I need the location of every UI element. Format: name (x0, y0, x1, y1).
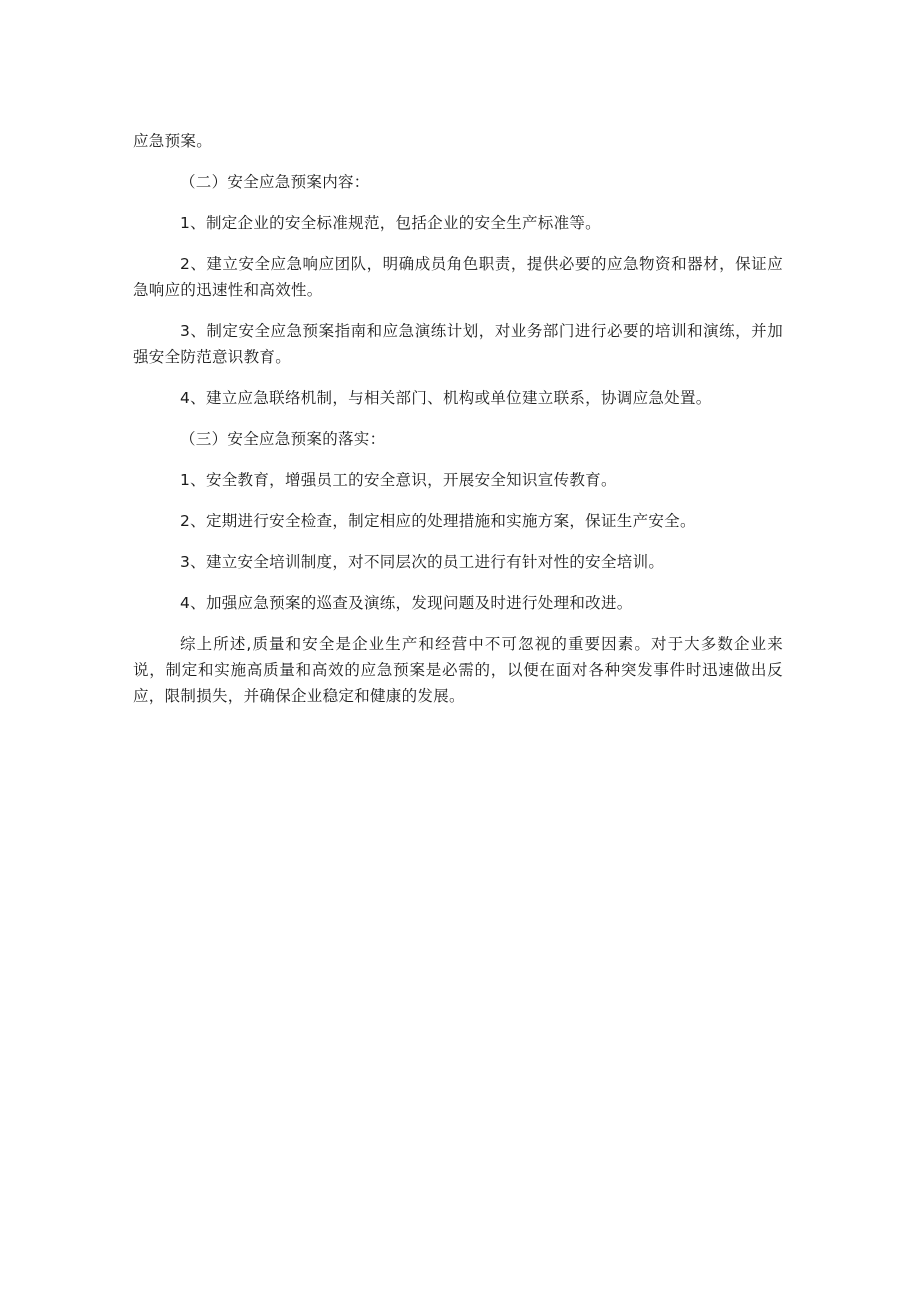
section-heading-contents: （二）安全应急预案内容： (180, 173, 370, 191)
list-item: 1、安全教育，增强员工的安全意识，开展安全知识宣传教育。 (180, 471, 617, 489)
list-item: 2、定期进行安全检查，制定相应的处理措施和实施方案，保证生产安全。 (180, 512, 696, 530)
summary-paragraph: 综上所述,质量和安全是企业生产和经营中不可忽视的重要因素。对于大多数企业来说，制定和实施高质量和高效的应急预案是必需的，以便在面对各种突发事件时迅速做出反应，限制损失，并确保企业稳定和健康的发展。 (133, 635, 783, 705)
list-item: 2、建立安全应急响应团队，明确成员角色职责，提供必要的应急物资和器材，保证应急响应的迅速性和高效性。 (133, 255, 783, 299)
list-item: 1、制定企业的安全标准规范，包括企业的安全生产标准等。 (180, 214, 601, 232)
list-item: 4、加强应急预案的巡查及演练，发现问题及时进行处理和改进。 (180, 594, 633, 612)
paragraph-continuation: 应急预案。 (133, 132, 213, 150)
list-item: 4、建立应急联络机制，与相关部门、机构或单位建立联系，协调应急处置。 (180, 389, 712, 407)
section-heading-implementation: （三）安全应急预案的落实： (180, 430, 386, 448)
list-item: 3、建立安全培训制度，对不同层次的员工进行有针对性的安全培训。 (180, 553, 665, 571)
document-body (133, 128, 783, 724)
list-item: 3、制定安全应急预案指南和应急演练计划，对业务部门进行必要的培训和演练，并加强安全防范意识教育。 (133, 322, 783, 366)
